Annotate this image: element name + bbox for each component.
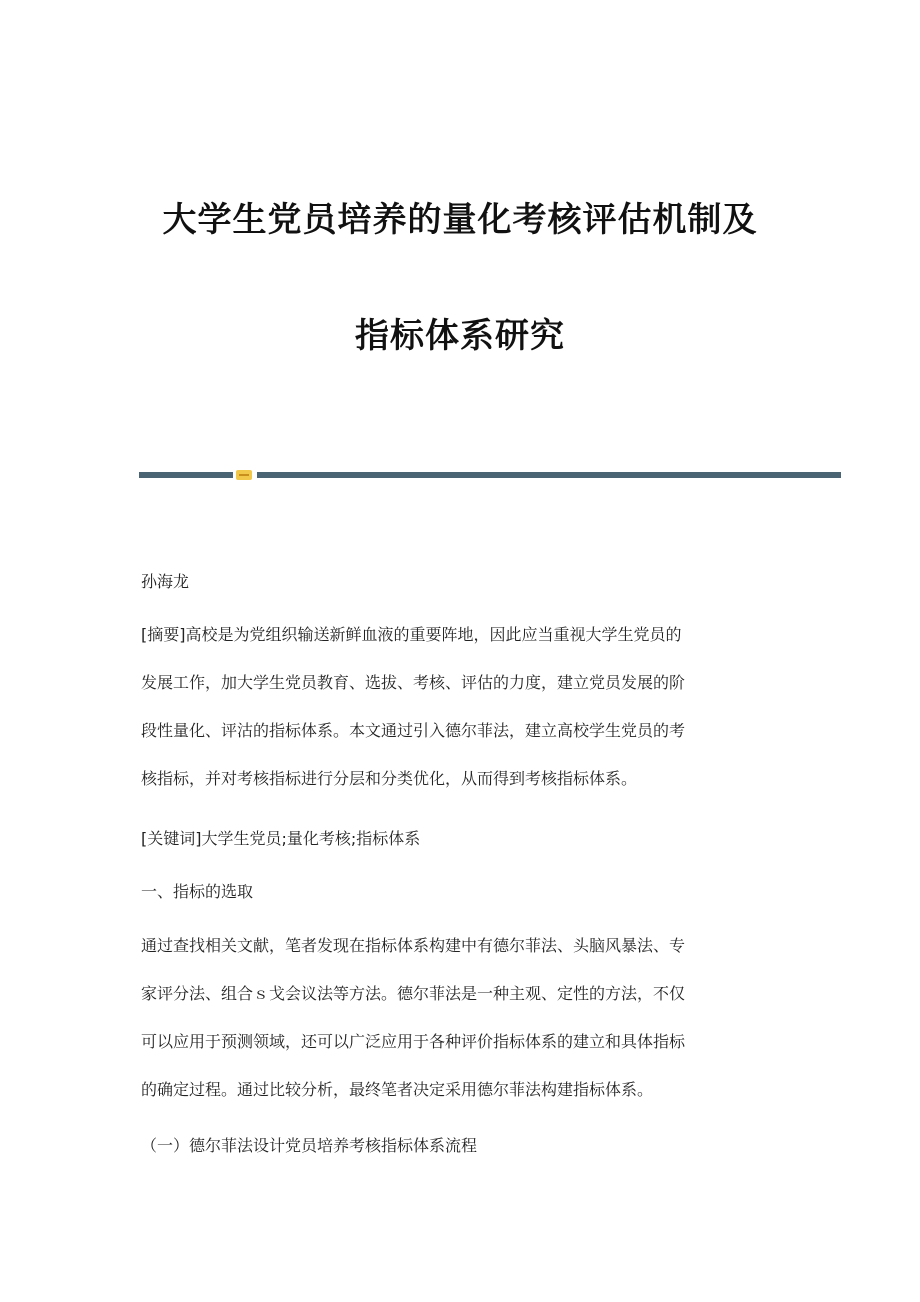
divider-bar-right — [257, 472, 841, 478]
abstract-line: 核指标，并对考核指标进行分层和分类优化，从而得到考核指标体系。 — [141, 769, 638, 788]
title-divider — [139, 470, 841, 480]
subsection-heading: （一）德尔菲法设计党员培养考核指标体系流程 — [141, 1136, 478, 1155]
keywords-line: [关键词]大学生党员;量化考核;指标体系 — [141, 829, 421, 848]
body-line: 家评分法、组合ｓ戈会议法等方法。德尔菲法是一种主观、定性的方法，不仅 — [141, 984, 686, 1003]
body-line: 的确定过程。通过比较分析，最终笔者决定采用德尔菲法构建指标体系。 — [141, 1080, 654, 1099]
section-heading: 一、指标的选取 — [141, 882, 254, 901]
abstract-line: 段性量化、评沽的指标体系。本文通过引入德尔菲法，建立高校学生党员的考 — [141, 721, 686, 740]
document-title-line-2: 指标体系研究 — [355, 316, 565, 356]
body-line: 可以应用于预测领域，还可以广泛应用于各种评价指标体系的建立和具体指标 — [141, 1032, 686, 1051]
document-title-line-1: 大学生党员培养的量化考核评估机制及 — [162, 200, 758, 240]
abstract-line: 发展工作，加大学生党员教育、选拔、考核、评估的力度，建立党员发展的阶 — [141, 673, 686, 692]
abstract-line: [摘要]高校是为党组织输送新鲜血液的重要阵地，因此应当重视大学生党员的 — [141, 625, 682, 644]
abstract-paragraph — [141, 611, 781, 803]
body-line: 通过查找相关文献，笔者发现在指标体系构建中有德尔菲法、头脑风暴法、专 — [141, 936, 686, 955]
author-name: 孙海龙 — [141, 572, 190, 591]
divider-emblem-icon — [236, 470, 252, 480]
body-paragraph — [141, 922, 781, 1114]
divider-bar-left — [139, 472, 233, 478]
